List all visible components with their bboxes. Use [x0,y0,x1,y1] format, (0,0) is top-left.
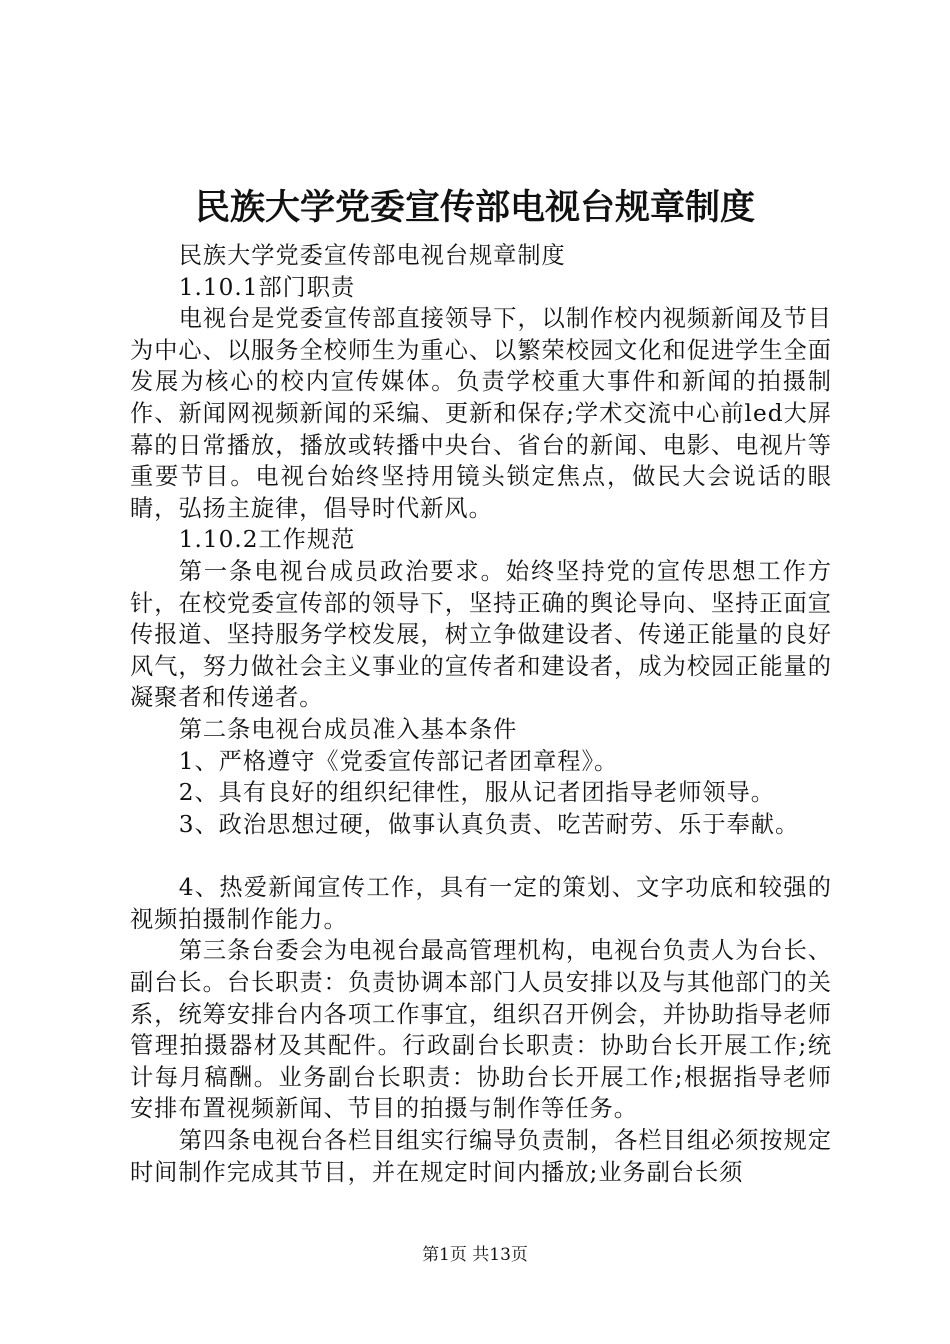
list-item-condition-1: 1、严格遵守《党委宣传部记者团章程》。 [178,747,619,775]
paragraph-article-2-heading: 第二条电视台成员准入基本条件 [178,715,518,743]
paragraph-article-3: 第三条台委会为电视台最高管理机构，电视台负责人为台长、副台长。台长职责：负责协调本部门人员安排以及与其他部门的关系，统筹安排台内各项工作事宜，组织召开例会，并协助指导老师管理拍摄器材及其配件。行政副台长职责：协助台长开展工作;统计每月稿酬。业务副台长职责：协助台长开展工作;根据指导老师安排布置视频新闻、节目的拍摄与制作等任务。 [130,937,832,1123]
section-heading-work-rules: 1.10.2工作规范 [178,526,356,554]
page-number-footer: 第1页 共13页 [422,1245,528,1265]
paragraph-responsibilities: 电视台是党委宣传部直接领导下，以制作校内视频新闻及节目为中心、以服务全校师生为重心、以繁荣校园文化和促进学生全面发展为核心的校内宣传媒体。负责学校重大事件和新闻的拍摄制作、新闻网视频新闻的采编、更新和保存;学术交流中心前led大屏幕的日常播放，播放或转播中央台、省台的新闻、电影、电视片等重要节目。电视台始终坚持用镜头锁定焦点，做民大会说话的眼睛，弘扬主旋律，倡导时代新风。 [130,305,832,522]
paragraph-article-1: 第一条电视台成员政治要求。始终坚持党的宣传思想工作方针，在校党委宣传部的领导下，坚持正确的舆论导向、坚持正面宣传报道、坚持服务学校发展，树立争做建设者、传递正能量的良好风气，努力做社会主义事业的宣传者和建设者，成为校园正能量的凝聚者和传递者。 [130,557,832,712]
section-heading-responsibilities: 1.10.1部门职责 [178,273,356,301]
list-item-condition-4: 4、热爱新闻宣传工作，具有一定的策划、文字功底和较强的视频拍摄制作能力。 [130,874,832,933]
paragraph-subtitle: 民族大学党委宣传部电视台规章制度 [178,242,566,269]
document-title: 民族大学党委宣传部电视台规章制度 [194,187,755,228]
list-item-condition-3: 3、政治思想过硬，做事认真负责、吃苦耐劳、乐于奉献。 [178,810,800,838]
list-item-condition-2: 2、具有良好的组织纪律性，服从记者团指导老师领导。 [178,779,775,807]
paragraph-article-4: 第四条电视台各栏目组实行编导负责制，各栏目组必须按规定时间制作完成其节目，并在规定时间内播放;业务副台长须 [130,1127,832,1186]
document-body [130,240,832,1188]
